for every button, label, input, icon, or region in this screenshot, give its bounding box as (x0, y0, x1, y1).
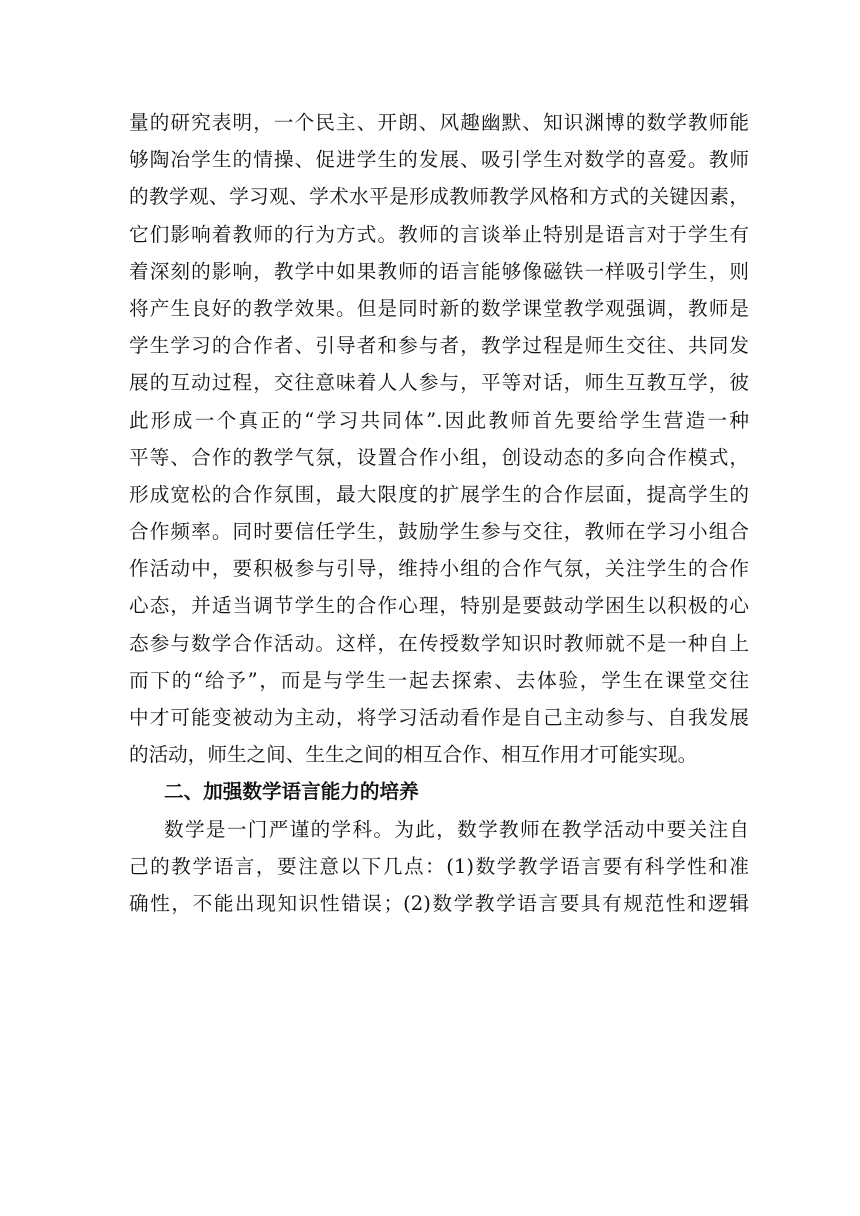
text-line: 心态，并适当调节学生的合作心理，特别是要鼓动学困生以积极的心 (129, 594, 749, 618)
text-line: 量的研究表明，一个民主、开朗、风趣幽默、知识渊博的数学教师能 (129, 111, 749, 134)
text-line: 它们影响着教师的行为方式。教师的言谈举止特别是语言对于学生有 (129, 222, 749, 246)
text-line: 的活动，师生之间、生生之间的相互合作、相互作用才可能实现。 (129, 743, 698, 767)
text-line: 将产生良好的教学效果。但是同时新的数学课堂教学观强调，教师是 (129, 296, 749, 320)
section-heading: 二、加强数学语言能力的培养 (164, 780, 419, 804)
text-line: 合作频率。同时要信任学生，鼓励学生参与交往，教师在学习小组合 (129, 520, 749, 544)
paragraph-2 (129, 811, 749, 923)
text-line: 着深刻的影响，教学中如果教师的语言能够像磁铁一样吸引学生，则 (129, 259, 749, 283)
text-line: 此形成一个真正的“学习共同体”.因此教师首先要给学生营造一种 (129, 408, 749, 432)
text-line: 中才可能变被动为主动，将学习活动看作是自己主动参与、自我发展 (129, 706, 749, 729)
text-line: 形成宽松的合作氛围，最大限度的扩展学生的合作层面，提高学生的 (129, 482, 749, 506)
paragraph-1 (129, 104, 749, 773)
text-line: 数学是一门严谨的学科。为此，数学教师在教学活动中要关注自 (164, 817, 749, 841)
document-body (129, 104, 749, 922)
text-line: 学生学习的合作者、引导者和参与者，教学过程是师生交往、共同发 (129, 334, 749, 358)
text-line: 平等、合作的教学气氛，设置合作小组，创设动态的多向合作模式， (129, 445, 749, 469)
text-line: 而下的“给予”，而是与学生一起去探索、去体验，学生在课堂交往 (129, 668, 749, 692)
text-line: 的教学观、学习观、学术水平是形成教师教学风格和方式的关键因素， (129, 185, 749, 209)
text-line: 态参与数学合作活动。这样，在传授数学知识时教师就不是一种自上 (129, 631, 749, 655)
text-line: 己的教学语言，要注意以下几点：(1)数学教学语言要有科学性和准 (129, 854, 749, 878)
text-line: 够陶冶学生的情操、促进学生的发展、吸引学生对数学的喜爱。教师 (129, 148, 749, 172)
text-line: 确性，不能出现知识性错误；(2)数学教学语言要具有规范性和逻辑 (129, 891, 749, 915)
text-line: 作活动中，要积极参与引导，维持小组的合作气氛，关注学生的合作 (129, 557, 749, 581)
text-line: 展的互动过程，交往意味着人人参与，平等对话，师生互教互学，彼 (129, 371, 749, 395)
